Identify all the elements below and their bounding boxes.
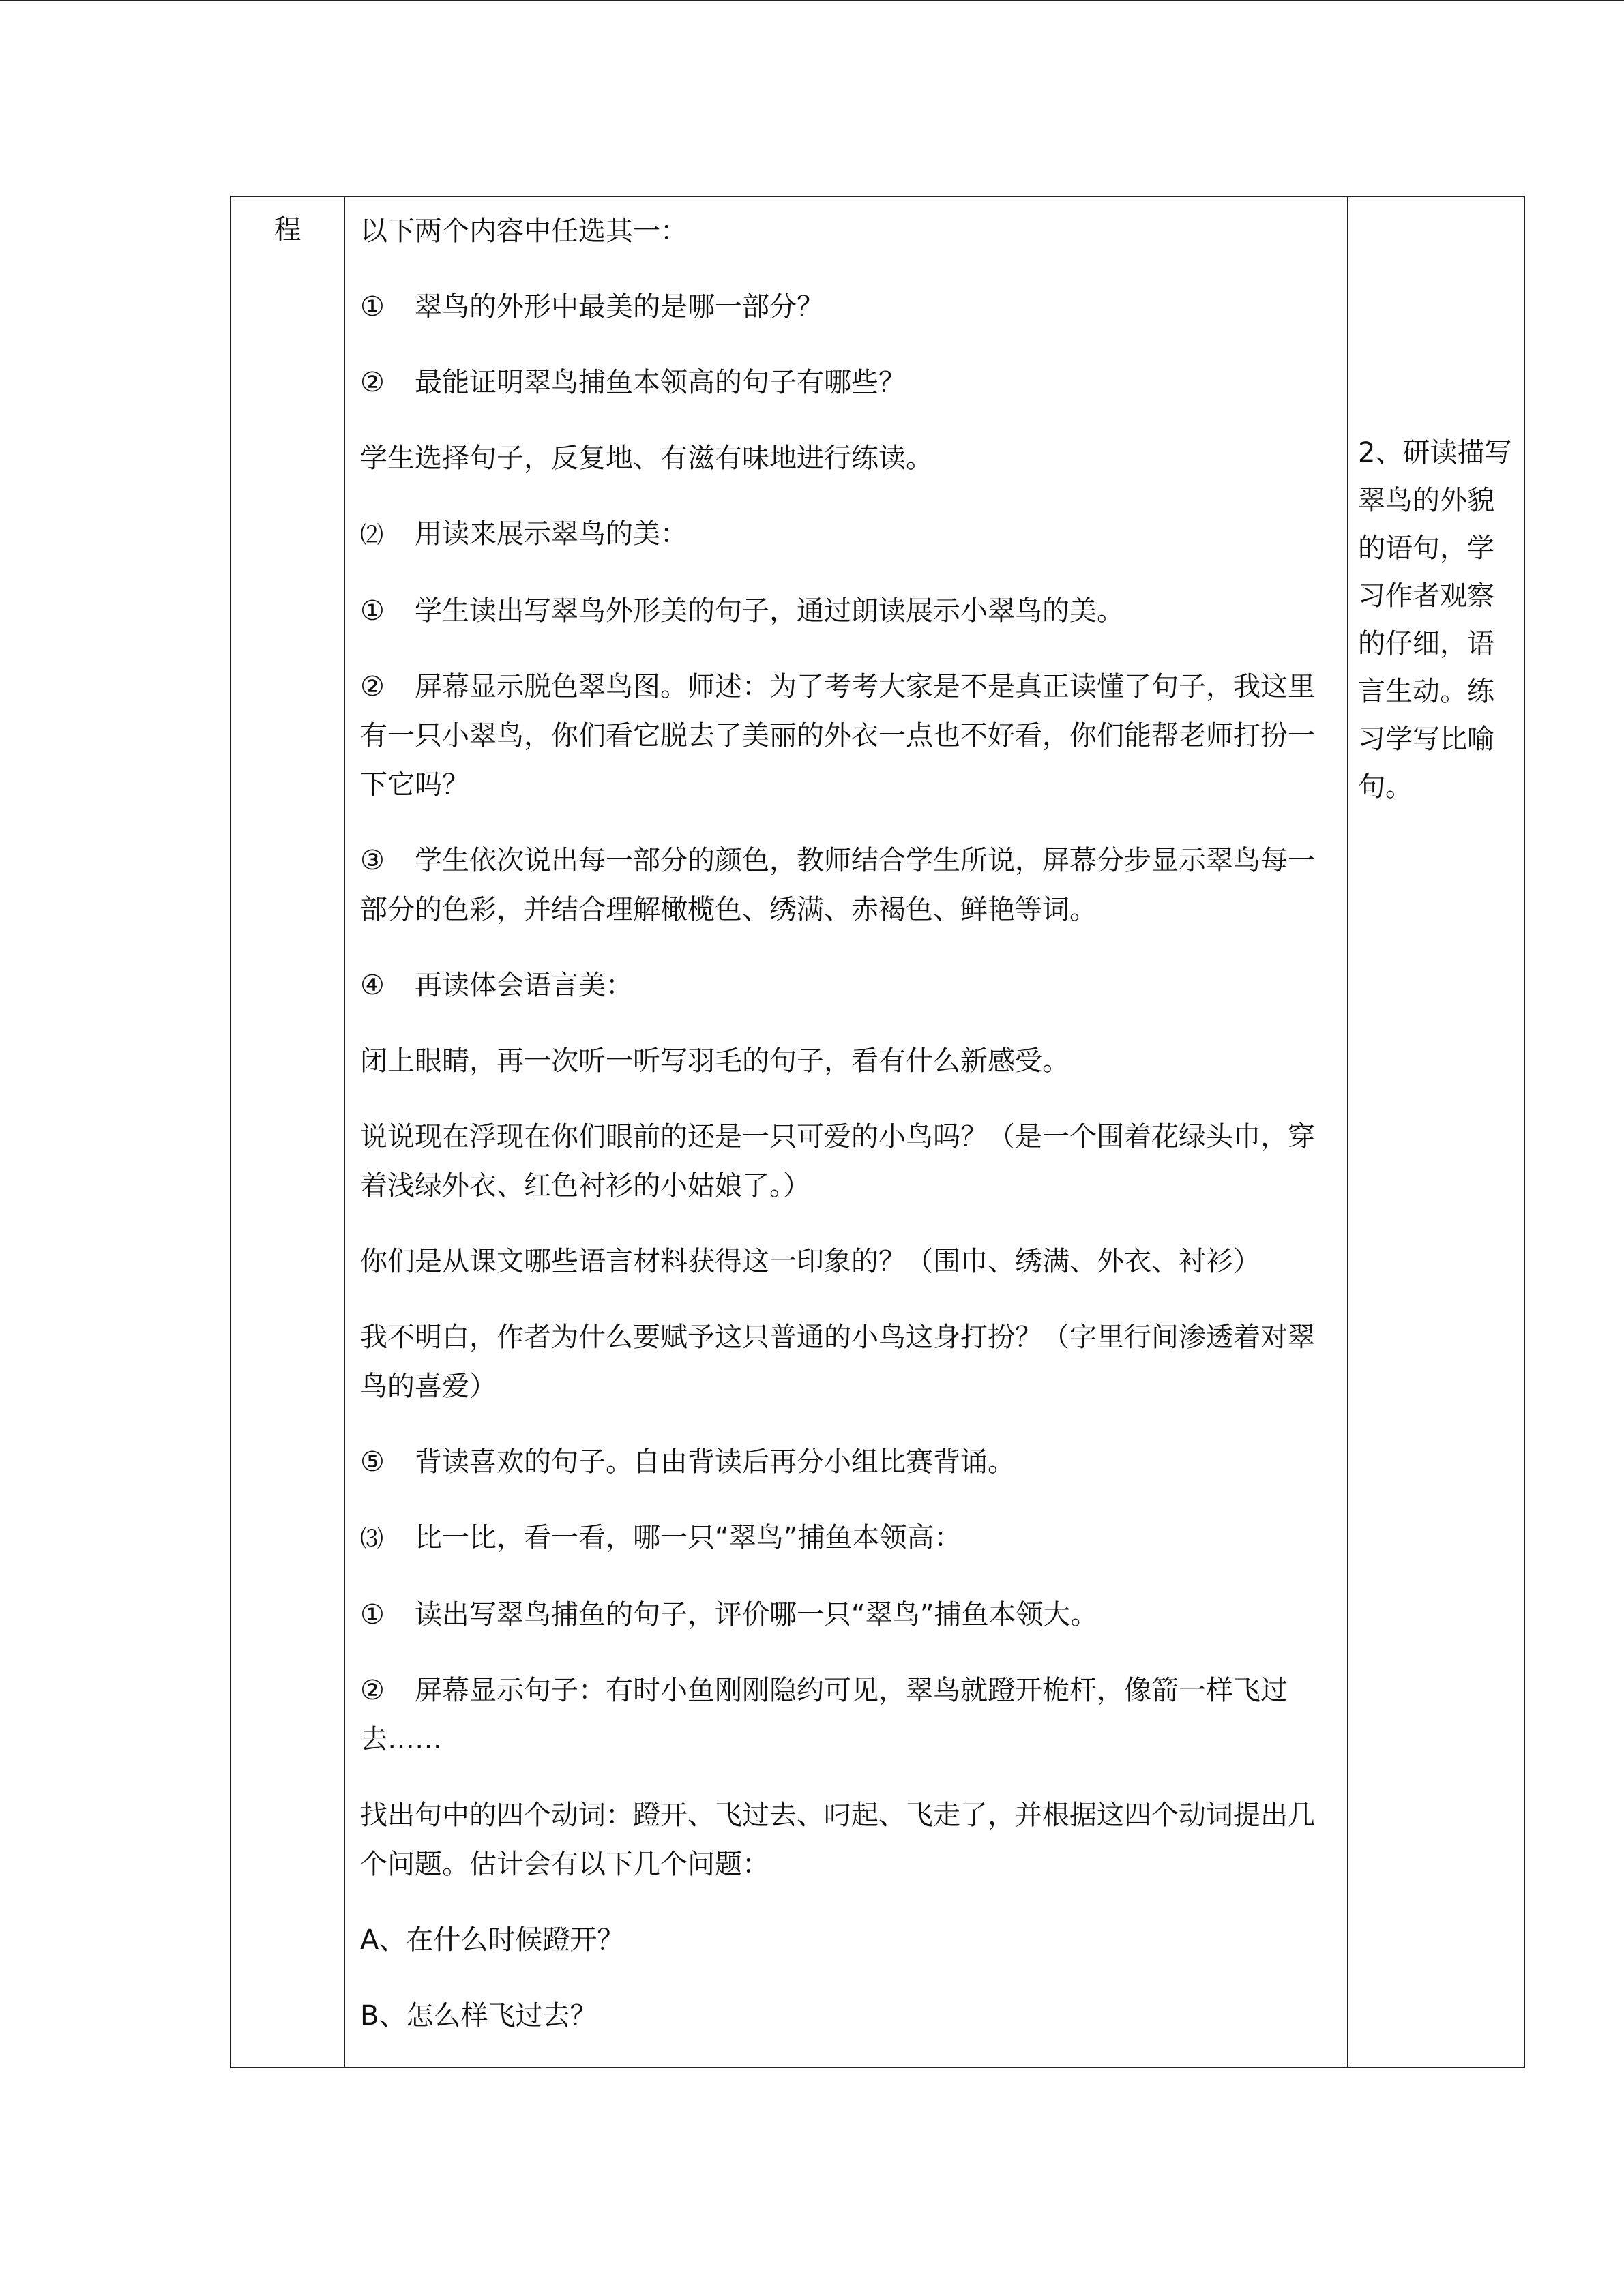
lesson-plan-table xyxy=(230,196,1525,2068)
paragraph-text: 学生选择句子，反复地、有滋有味地进行练读。 xyxy=(360,443,933,474)
paragraph-marker: ⑤ xyxy=(360,1446,385,1478)
paragraph-marker: ③ xyxy=(360,845,385,876)
paragraph-text: 屏幕显示句子：有时小鱼刚刚隐约可见，翠鸟就蹬开桅杆，像箭一样飞过去…… xyxy=(360,1675,1288,1755)
paragraph-list xyxy=(360,207,1333,2040)
design-intent-text: 2、研读描写翠鸟的外貌的语句，学习作者观察的仔细，语言生动。练习学写比喻句。 xyxy=(1358,437,1512,803)
teaching-process-cell xyxy=(344,196,1348,2068)
paragraph-text: 背读喜欢的句子。自由背读后再分小组比赛背诵。 xyxy=(415,1446,1015,1478)
paragraph xyxy=(360,1666,1333,1764)
paragraph xyxy=(360,1437,1333,1487)
paragraph-text: 学生依次说出每一部分的颜色，教师结合学生所说，屏幕分步显示翠鸟每一部分的色彩，并结合理解橄榄色、绣满、赤褐色、鲜艳等词。 xyxy=(360,845,1315,925)
paragraph-text: 闭上眼睛，再一次听一听写羽毛的句子，看有什么新感受。 xyxy=(360,1045,1069,1077)
paragraph xyxy=(360,1991,1333,2040)
paragraph xyxy=(360,1590,1333,1639)
paragraph-text: 找出句中的四个动词：蹬开、飞过去、叼起、飞走了，并根据这四个动词提出几个问题。估计会有以下几个问题： xyxy=(360,1800,1315,1880)
paragraph-text: 最能证明翠鸟捕鱼本领高的句子有哪些？ xyxy=(415,367,906,398)
paragraph xyxy=(360,207,1333,256)
paragraph-text: 用读来展示翠鸟的美： xyxy=(415,518,688,550)
paragraph xyxy=(360,434,1333,483)
paragraph xyxy=(360,1915,1333,1965)
paragraph xyxy=(360,1112,1333,1210)
paragraph xyxy=(360,662,1333,809)
paragraph xyxy=(360,282,1333,331)
paragraph xyxy=(360,1037,1333,1086)
paragraph-text: 以下两个内容中任选其一： xyxy=(360,215,688,247)
paragraph-text: A、在什么时候蹬开？ xyxy=(360,1924,625,1956)
paragraph-marker: ① xyxy=(360,291,385,323)
paragraph xyxy=(360,1237,1333,1286)
paragraph-marker: ④ xyxy=(360,970,385,1001)
paragraph xyxy=(360,961,1333,1010)
stage-label: 程 xyxy=(274,214,301,245)
paragraph-text: 说说现在浮现在你们眼前的还是一只可爱的小鸟吗？（是一个围着花绿头巾，穿着浅绿外衣、红色衬衫的小姑娘了。） xyxy=(360,1121,1315,1202)
table-row xyxy=(231,196,1524,2068)
paragraph-text: 翠鸟的外形中最美的是哪一部分？ xyxy=(415,291,824,323)
paragraph xyxy=(360,1791,1333,1889)
paragraph-marker: ② xyxy=(360,1675,385,1706)
paragraph xyxy=(360,1313,1333,1411)
paragraph-text: 你们是从课文哪些语言材料获得这一印象的？（围巾、绣满、外衣、衬衫） xyxy=(360,1246,1260,1277)
paragraph-text: 再读体会语言美： xyxy=(415,970,633,1001)
paragraph xyxy=(360,586,1333,636)
paragraph-text: B、怎么样飞过去？ xyxy=(360,2000,597,2031)
paragraph-marker: ⑶ xyxy=(360,1525,383,1553)
stage-cell xyxy=(231,196,344,2068)
paragraph-marker: ⑵ xyxy=(360,522,383,549)
paragraph-text: 读出写翠鸟捕鱼的句子，评价哪一只“翠鸟”捕鱼本领大。 xyxy=(415,1599,1098,1630)
paragraph xyxy=(360,509,1333,560)
paragraph-marker: ② xyxy=(360,671,385,702)
paragraph-marker: ① xyxy=(360,1599,385,1630)
page-top-border xyxy=(0,0,1624,1)
paragraph-text: 屏幕显示脱色翠鸟图。师述：为了考考大家是不是真正读懂了句子，我这里有一只小翠鸟，你们看它脱去了美丽的外衣一点也不好看，你们能帮老师打扮一下它吗？ xyxy=(360,671,1315,801)
paragraph xyxy=(360,836,1333,934)
paragraph-text: 比一比，看一看，哪一只“翠鸟”捕鱼本领高： xyxy=(415,1522,962,1553)
paragraph-marker: ② xyxy=(360,367,385,398)
paragraph-marker: ① xyxy=(360,595,385,627)
paragraph xyxy=(360,1513,1333,1564)
paragraph-text: 学生读出写翠鸟外形美的句子，通过朗读展示小翠鸟的美。 xyxy=(415,595,1124,627)
paragraph-text: 我不明白，作者为什么要赋予这只普通的小鸟这身打扮？（字里行间渗透着对翠鸟的喜爱） xyxy=(360,1322,1315,1402)
design-intent-cell xyxy=(1348,196,1524,2068)
paragraph xyxy=(360,358,1333,407)
